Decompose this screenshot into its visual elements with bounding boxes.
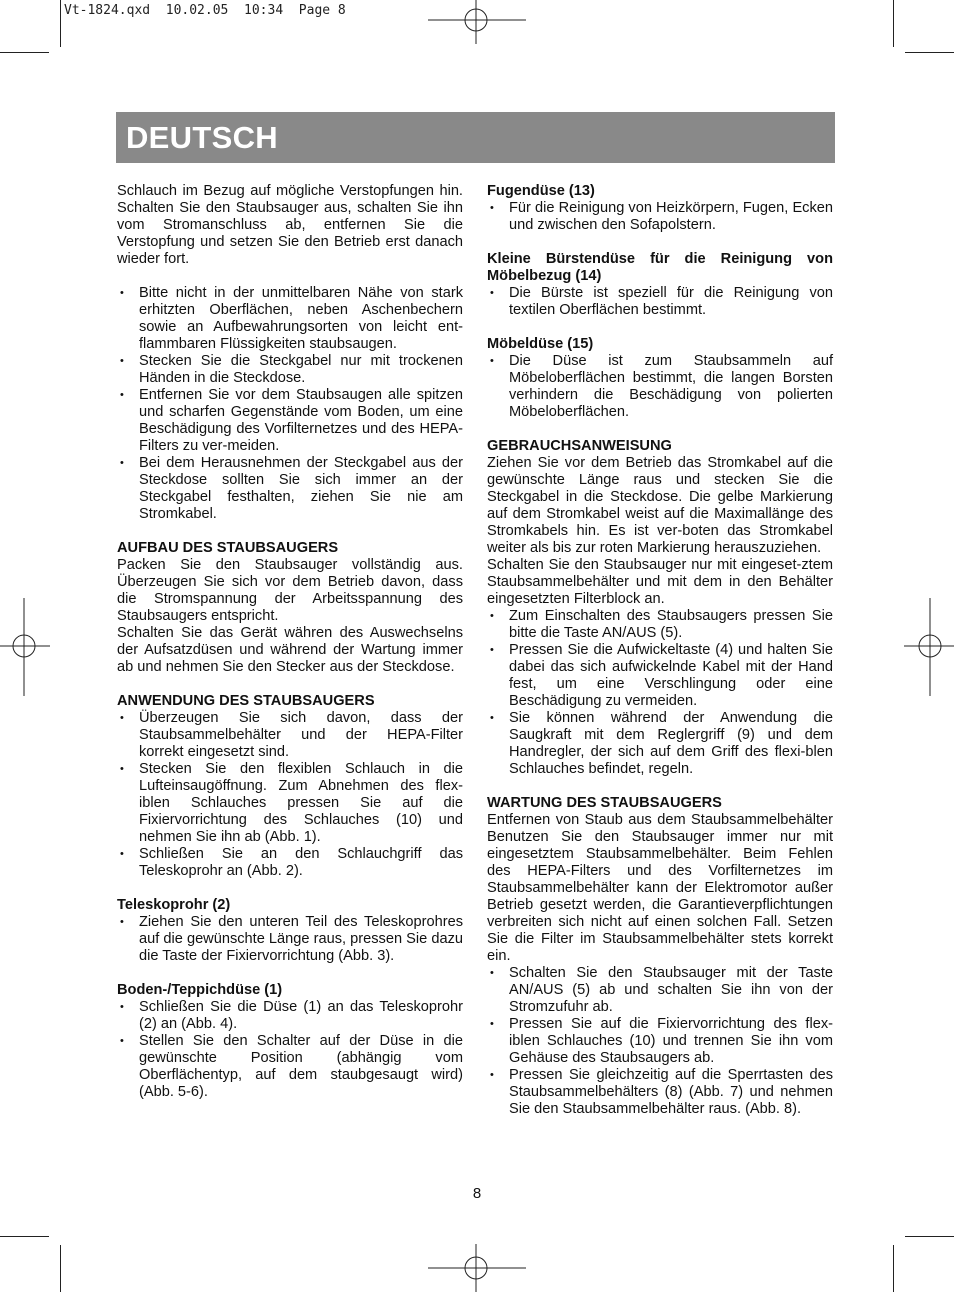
section-heading: GEBRAUCHSANWEISUNG [487, 438, 672, 454]
list-item: • Stecken Sie den flexiblen Schlauch in die Lufteinsaugöffnung. Zum Abnehmen des flex-iblen Schlauches pressen Sie auf die Fixiervorrichtung des Schlauches (10) und nehmen Sie ihn ab (Abb. 1). [117, 761, 463, 846]
section-heading: ANWENDUNG DES STAUBSAUGERS [117, 693, 375, 709]
section-heading: Boden-/Teppichdüse (1) [117, 982, 283, 998]
list-item: • Entfernen Sie vor dem Staubsaugen alle spitzen und scharfen Gegenstände vom Boden, um eine Beschädigung des Vorfilternetzes und des HEPA-Filters zu ver-meiden. [117, 387, 463, 455]
registration-mark-icon [0, 598, 50, 696]
gebrauch-list [487, 608, 833, 778]
page-title: DEUTSCH [126, 120, 278, 155]
wartung-list [487, 965, 833, 1118]
list-item: • Ziehen Sie den unteren Teil des Teleskoprohres auf die gewünschte Länge raus, pressen Sie dazu die Taste der Fixiervorrichtung (Abb. 3). [117, 914, 463, 965]
crop-mark [893, 0, 894, 47]
section-heading: Teleskoprohr (2) [117, 897, 231, 913]
crop-mark [60, 0, 61, 47]
moebel-list [487, 353, 833, 421]
crop-mark [905, 1236, 954, 1237]
list-item: • Für die Reinigung von Heizkörpern, Fugen, Ecken und zwischen den Sofapolstern. [487, 200, 833, 234]
list-item: • Überzeugen Sie sich davon, dass der Staubsammelbehälter und der HEPA-Filter korrekt eingesetzt sind. [117, 710, 463, 761]
crop-mark [0, 52, 49, 53]
page-number: 8 [472, 1185, 482, 1202]
list-item: • Stellen Sie den Schalter auf der Düse in die gewünschte Position (abhängig vom Oberflächentyp, auf dem staubgesaugt wird) (Abb. 5-6). [117, 1033, 463, 1101]
list-item: • Pressen Sie die Aufwickeltaste (4) und halten Sie dabei das sich aufwickelnde Kabel mit der Hand fest, um eine Verschlingung oder eine Beschädigung zu vermeiden. [487, 642, 833, 710]
list-item: • Schließen Sie die Düse (1) an das Teleskoprohr (2) an (Abb. 4). [117, 999, 463, 1033]
list-item: • Stecken Sie die Steckgabel nur mit trockenen Händen in die Steckdose. [117, 353, 463, 387]
registration-mark-icon [428, 0, 526, 44]
registration-mark-icon [428, 1244, 526, 1292]
list-item: • Die Düse ist zum Staubsammeln auf Möbeloberflächen bestimmt, die langen Borsten verhindern die Beschädigung von polierten Möbeloberflächen. [487, 353, 833, 421]
section-heading: Kleine Bürstendüse für die Reinigung von Möbelbezug (14) [487, 251, 833, 284]
paragraph: Benutzen Sie den Staubsauger immer nur mit eingesetztem Staubsammelbehälter. Beim Fehlen des HEPA-Filters und des Vorfilternetzes im Staubsammelbehälter kann der Elektromotor außer Betrieb gesetzt werden, die Garantieverpflichtungen verbreiten sich nicht auf einen solchen Fall. Setzen Sie die Filter im Staubsammelbehälter stets korrekt ein. [487, 829, 833, 964]
list-item: • Sie können während der Anwendung die Saugkraft mit dem Reglergriff (9) und dem Handregler, der sich auf dem Griff des flexi-blen Schlauches befindet, regeln. [487, 710, 833, 778]
list-item: • Bei dem Herausnehmen der Steckgabel aus der Steckdose sollten Sie sich immer an der Steckgabel festhalten, ziehen Sie nie am Stromkabel. [117, 455, 463, 523]
print-slug: Vt-1824.qxd 10.02.05 10:34 Page 8 [64, 3, 346, 18]
list-item: • Die Bürste ist speziell für die Reinigung von textilen Oberflächen bestimmt. [487, 285, 833, 319]
left-column [117, 183, 463, 1101]
anwendung-list [117, 710, 463, 880]
list-item: • Schließen Sie an den Schlauchgriff das Teleskoprohr an (Abb. 2). [117, 846, 463, 880]
crop-mark [905, 52, 954, 53]
list-item: • Schalten Sie den Staubsauger mit der Taste AN/AUS (5) ab und schalten Sie ihn von der Stromzufuhr ab. [487, 965, 833, 1016]
safety-list [117, 285, 463, 523]
list-item: • Pressen Sie auf die Fixiervorrichtung des flex-iblen Schlauches (10) und trennen Sie ihn vom Gehäuse des Staubsaugers ab. [487, 1016, 833, 1067]
intro-paragraph: Schlauch im Bezug auf mögliche Verstopfungen hin. Schalten Sie den Staubsauger aus, schalten Sie ihn vom Stromanschluss ab, entfernen Sie die Verstopfung und setzen Sie den Betrieb erst danach wieder fort. [117, 183, 463, 267]
section-heading: Fugendüse (13) [487, 183, 595, 199]
paragraph: Packen Sie den Staubsauger vollständig aus. Überzeugen Sie sich vor dem Betrieb davon, dass die Stromspannung der Arbeitsspannung des Staubsaugers entspricht. [117, 557, 463, 624]
section-heading: Möbeldüse (15) [487, 336, 594, 352]
crop-mark [0, 1236, 49, 1237]
title-banner [116, 112, 835, 163]
right-column [487, 183, 833, 1118]
list-item: • Bitte nicht in der unmittelbaren Nähe von stark erhitzten Oberflächen, neben Aschenbechern sowie an Aufbewahrungsorten von leicht ent-flammbaren Flüssigkeiten staubsaugen. [117, 285, 463, 353]
registration-mark-icon [904, 598, 954, 696]
paragraph: Schalten Sie den Staubsauger nur mit eingeset-ztem Staubsammelbehälter und mit dem in den Behälter eingesetzten Filterblock an. [487, 557, 833, 607]
boden-list [117, 999, 463, 1101]
list-item: • Pressen Sie gleichzeitig auf die Sperrtasten des Staubsammelbehälters (8) (Abb. 7) und nehmen Sie den Staubsammelbehälter raus. (Abb. 8). [487, 1067, 833, 1118]
teleskop-list [117, 914, 463, 965]
paragraph: Schalten Sie das Gerät währen des Auswechselns der Aufsatzdüsen und während der Wartung immer ab und nehmen Sie den Stecker aus der Steckdose. [117, 625, 463, 675]
paragraph: Ziehen Sie vor dem Betrieb das Stromkabel auf die gewünschte Länge raus und stecken Sie die Steckgabel in die Steckdose. Die gelbe Markierung auf dem Stromkabel weist auf die Maximallänge des Stromkabels hin. Es ist ver-boten das Stromkabel weiter als bis zur roten Markierung herauszuziehen. [487, 455, 833, 556]
fugen-list [487, 200, 833, 234]
section-heading: WARTUNG DES STAUBSAUGERS [487, 795, 722, 811]
kleine-list [487, 285, 833, 319]
paragraph: Entfernen von Staub aus dem Staubsammelbehälter [487, 812, 833, 828]
crop-mark [893, 1245, 894, 1292]
list-item: • Zum Einschalten des Staubsaugers pressen Sie bitte die Taste AN/AUS (5). [487, 608, 833, 642]
crop-mark [60, 1245, 61, 1292]
section-heading: AUFBAU DES STAUBSAUGERS [117, 540, 339, 556]
